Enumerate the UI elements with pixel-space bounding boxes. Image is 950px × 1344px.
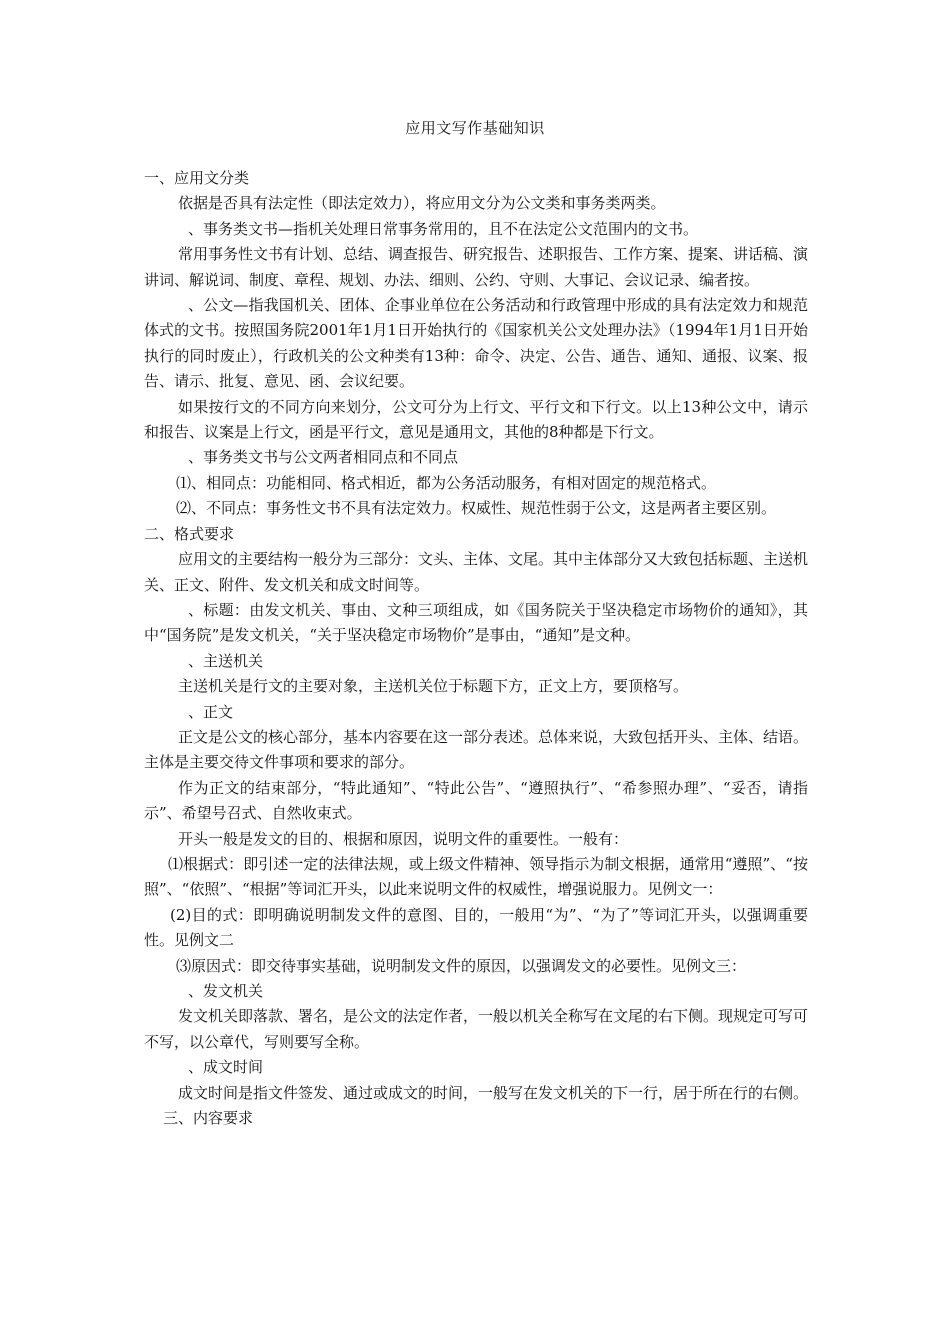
document-body bbox=[144, 166, 808, 1131]
paragraph: ⑴根据式：即引述一定的法律法规，或上级文件精神、领导指示为制文根据，通常用“遵照”、“按照”、“依照”、“根据”等词汇开头，以此来说明文件的权威性，增强说服力。见例文一： bbox=[144, 854, 808, 899]
paragraph: 、标题：由发文机关、事由、文种三项组成，如《国务院关于坚决稳定市场物价的通知》，其中“国务院”是发文机关，“关于坚决稳定市场物价”是事由，“通知”是文种。 bbox=[144, 600, 808, 645]
paragraph: 依据是否具有法定性（即法定效力），将应用文分为公文类和事务类两类。 bbox=[178, 194, 666, 213]
paragraph: ⑵、不同点：事务性文书不具有法定效力。权威性、规范性弱于公文，这是两者主要区别。 bbox=[176, 499, 777, 518]
paragraph: (2)目的式：即明确说明制发文件的意图、目的，一般用“为”、“为了”等词汇开头，以强调重要性。见例文二 bbox=[144, 905, 808, 950]
paragraph: 开头一般是发文的目的、根据和原因，说明文件的重要性。一般有： bbox=[178, 829, 629, 848]
paragraph: ⑶原因式：即交待事实基础，说明制发文件的原因，以强调发文的必要性。见例文三： bbox=[176, 956, 747, 975]
paragraph: 如果按行文的不同方向来划分，公文可分为上行文、平行文和下行文。以上13种公文中，请示和报告、议案是上行文，函是平行文，意见是通用文，其他的8种都是下行文。 bbox=[144, 397, 808, 442]
subheading: 、事务类文书—指机关处理日常事务常用的，且不在法定公文范围内的文书。 bbox=[188, 219, 699, 238]
paragraph: ⑴、相同点：功能相同、格式相近，都为公务活动服务，有相对固定的规范格式。 bbox=[176, 473, 717, 492]
paragraph: 主送机关是行文的主要对象，主送机关位于标题下方，正文上方，要顶格写。 bbox=[178, 677, 689, 696]
subheading: 、正文 bbox=[188, 702, 234, 721]
paragraph: 作为正文的结束部分，“特此通知”、“特此公告”、“遵照执行”、“希参照办理”、“妥否，请指示”、希望号召式、自然收束式。 bbox=[144, 778, 808, 823]
section-heading-1: 一、应用文分类 bbox=[144, 169, 250, 187]
document-title: 应用文写作基础知识 bbox=[405, 119, 545, 137]
section-heading-2: 二、格式要求 bbox=[144, 524, 235, 543]
subheading: 、主送机关 bbox=[188, 651, 264, 670]
paragraph: 成文时间是指文件签发、通过或成文的时间，一般写在发文机关的下一行，居于所在行的右侧。 bbox=[178, 1083, 809, 1102]
section-heading-3: 三、内容要求 bbox=[163, 1109, 254, 1128]
subheading: 、事务类文书与公文两者相同点和不同点 bbox=[188, 448, 459, 467]
paragraph: 常用事务性文书有计划、总结、调查报告、研究报告、述职报告、工作方案、提案、讲话稿、演讲词、解说词、制度、章程、规划、办法、细则、公约、守则、大事记、会议记录、编者按。 bbox=[144, 245, 809, 289]
paragraph: 正文是公文的核心部分，基本内容要在这一部分表述。总体来说，大致包括开头、主体、结语。主体是主要交待文件事项和要求的部分。 bbox=[144, 727, 809, 772]
subheading: 、成文时间 bbox=[188, 1058, 264, 1077]
paragraph: 应用文的主要结构一般分为三部分：文头、主体、文尾。其中主体部分又大致包括标题、主送机关、正文、附件、发文机关和成文时间等。 bbox=[144, 550, 809, 594]
paragraph: 、公文—指我国机关、团体、企事业单位在公务活动和行政管理中形成的具有法定效力和规范体式的文书。按照国务院2001年1月1日开始执行的《国家机关公文处理办法》（1994年1月1日开始执行的同时废止），行政机关的公文种类有13种：命令、决定、公告、通告、通知、通报、议案、报告、请示、批复、意见、函、会议纪要。 bbox=[144, 296, 808, 391]
subheading: 、发文机关 bbox=[188, 982, 264, 1000]
paragraph: 发文机关即落款、署名，是公文的法定作者，一般以机关全称写在文尾的右下侧。现规定可写可不写，以公章代，写则要写全称。 bbox=[144, 1007, 809, 1051]
